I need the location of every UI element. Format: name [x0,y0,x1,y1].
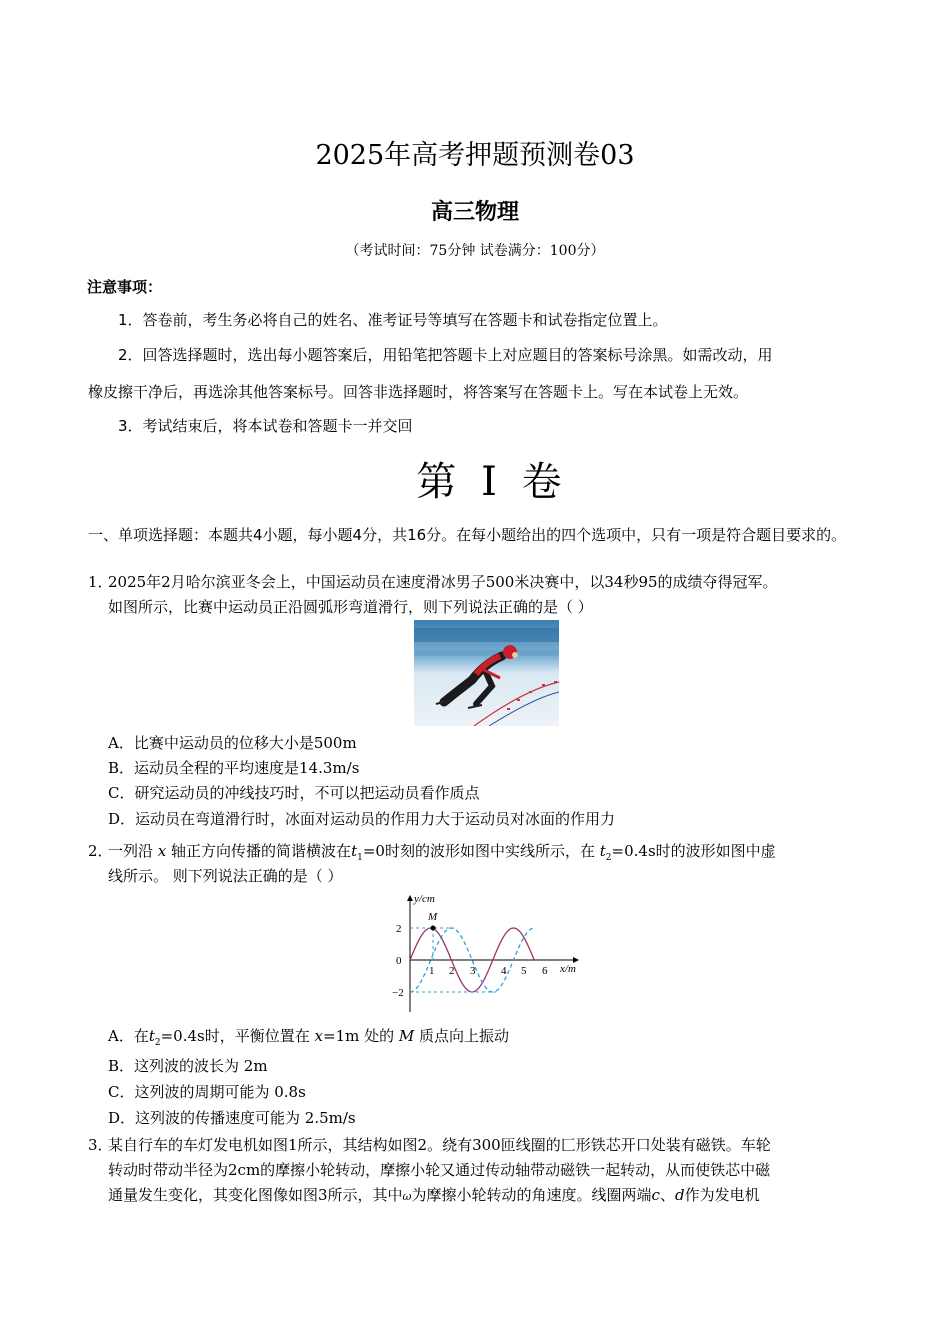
notice-title: 注意事项： [87,278,163,296]
notice-item-2: 2．回答选择题时，选出每小题答案后，用铅笔把答题卡上对应题目的答案标号涂黑。如需改动，用 [118,346,773,364]
question-2-number: 2． [88,842,113,860]
question-1-number: 1． [88,573,113,591]
question-1-option-a: A．比赛中运动员的位移大小是500m [108,734,357,752]
q2-text-b: 轴正方向传播的简谐横波在 [171,842,352,860]
question-2-option-c: C．这列波的周期可能为 0.8s [108,1083,306,1101]
q3-text-a: 通量发生变化，其变化图像如图3所示，其中 [108,1186,403,1204]
y-tick-neg2: −2 [392,987,404,999]
section-heading [88,523,873,547]
x-tick-1: 1 [429,965,435,977]
q2-optA-text-a: A．在 [108,1027,149,1045]
wave-graph [388,888,588,1018]
point-m [431,926,436,931]
exam-info: （考试时间：75分钟 试卷满分：100分） [345,243,605,259]
x-tick-4: 4 [501,965,507,977]
y-tick-0: 0 [396,955,402,967]
question-1-line-2: 如图所示，比赛中运动员正沿圆弧形弯道滑行，则下列说法正确的是（ ） [108,598,593,616]
q2-eq-04: =0.4s [611,842,656,860]
notice-item-3: 3．考试结束后，将本试卷和答题卡一并交回 [118,417,413,435]
speed-skater-photo [414,620,559,726]
notice-item-1: 1．答卷前，考生务必将自己的姓名、准考证号等填写在答题卡和试卷指定位置上。 [118,311,668,329]
page-subtitle: 高三物理 [430,200,519,225]
q2-eq-0: =0 [362,842,385,860]
q2-text-c: 时刻的波形如图中实线所示，在 [384,842,595,860]
volume-heading: 第 I 卷 [416,459,568,505]
q3-var-c: c [651,1186,660,1204]
q3-text-e: 作为发电机 [684,1186,760,1204]
notice-item-2-cont: 橡皮擦干净后，再选涂其他答案标号。回答非选择题时，将答案写在答题卡上。写在本试卷上无效。 [88,383,749,401]
question-3-number: 3． [88,1136,113,1154]
q2-optA-text-c: =1m 处的 [323,1027,395,1045]
question-1-option-b: B．运动员全程的平均速度是14.3m/s [108,759,360,777]
q2-var-t1: t [351,842,358,860]
q3-var-d: d [674,1186,685,1204]
q2-optA-sub: 2 [154,1038,161,1048]
question-2-option-b: B．这列波的波长为 2m [108,1057,268,1075]
x-tick-2: 2 [449,965,455,977]
point-m-label: M [428,911,438,923]
y-tick-2: 2 [396,923,402,935]
q2-optA-text-d: 质点向上振动 [419,1027,510,1045]
question-2-line-2: 线所示。 则下列说法正确的是（ ） [108,867,343,885]
x-axis-label: x/m [560,963,576,975]
q2-var-x: x [157,842,167,860]
question-2-option-d: D．这列波的传播速度可能为 2.5m/s [108,1109,356,1127]
x-tick-6: 6 [542,965,548,977]
question-1-line-1: 2025年2月哈尔滨亚冬会上，中国运动员在速度滑冰男子500米决赛中，以34秒95的成绩夺得冠军。 [108,573,778,591]
x-tick-5: 5 [521,965,527,977]
q2-var-t1-sub: 1 [357,853,363,863]
q2-var-t2-sub: 2 [605,853,612,863]
q2-text-d: 时的波形如图中虚 [655,842,776,860]
x-tick-3: 3 [470,965,476,977]
q3-sep: 、 [659,1186,675,1204]
q3-omega: ω [402,1190,412,1203]
q2-optA-t: t [148,1027,155,1045]
question-2-option-a [108,1025,509,1048]
q2-optA-eq: =0.4s [160,1027,205,1045]
question-1-option-c: C．研究运动员的冲线技巧时，不可以把运动员看作质点 [108,784,480,802]
q2-optA-M: M [398,1027,415,1045]
question-3-line-1: 某自行车的车灯发电机如图1所示，其结构如图2。绕有300匝线圈的匚形铁芯开口处装有磁铁。车轮 [108,1136,771,1154]
question-1-option-d: D．运动员在弯道滑行时，冰面对运动员的作用力大于运动员对冰面的作用力 [108,810,616,828]
question-3-line-2: 转动时带动半径为2cm的摩擦小轮转动，摩擦小轮又通过传动轴带动磁铁一起转动，从而使铁芯中磁 [108,1161,771,1179]
q2-optA-text-b: 时，平衡位置在 [204,1027,310,1045]
y-axis-label: y/cm [414,893,435,905]
question-3-line-3 [108,1183,868,1209]
q3-text-b: 为摩擦小轮转动的角速度。线圈两端 [411,1186,652,1204]
page-title: 2025年高考押题预测卷03 [315,140,635,171]
q2-optA-x: x [314,1027,323,1045]
section-heading-text: 一、单项选择题：本题共4小题，每小题4分，共16分。在每小题给出的四个选项中，只有一项是符合题目要求的。 [88,526,847,544]
q2-var-t2: t [599,842,606,860]
q2-text-a: 一列沿 [108,842,154,860]
